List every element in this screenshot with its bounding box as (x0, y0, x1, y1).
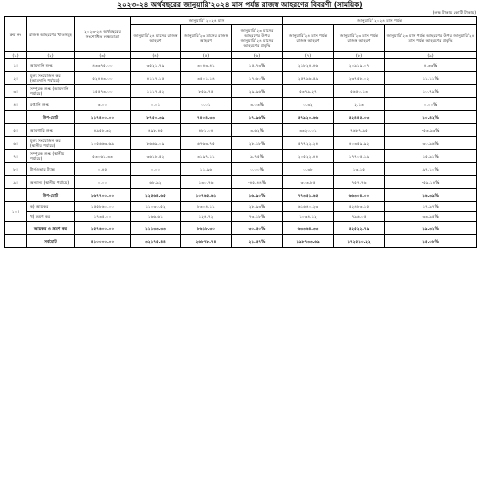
row-sl: ২। (5, 72, 27, 85)
row-value: ৫৭৯২০.৬৬ (283, 111, 334, 124)
row-value: ১৫৫৭৩.০০ (75, 85, 131, 98)
row-value: ৩১৯৭.১১ (181, 150, 232, 163)
row-value: ৯.৭৫% (232, 150, 283, 163)
row-value: ১৭.৯৬% (232, 111, 283, 124)
row-value: ১৩০.৭৬ (181, 176, 232, 189)
row-value: ১১৭৪০০.০০ (75, 111, 131, 124)
row-value: ৭৯৬.০৫ (334, 212, 385, 222)
row-value: ৩৫২১.৭৯ (131, 59, 181, 72)
header-target: ২০২৩-২৪ অর্থবছরের সংশোধিত লক্ষ্যমাত্রা (75, 17, 131, 52)
row-value: ১৬.৩৯% (385, 189, 477, 202)
row-value: ১০৩৪.১২ (283, 212, 334, 222)
row-value: ৮৬১৮.৩০ (181, 222, 232, 235)
row-value: ৪১১৭.১৫ (131, 72, 181, 85)
row-name: টার্নওভার ট্যাক্স (27, 163, 75, 176)
row-value: ৫২৪৪৩.০০ (75, 72, 131, 85)
row-name: উপ-মোট (27, 111, 75, 124)
table-row (5, 189, 477, 202)
row-value: ১৭২৫১০.২২ (334, 235, 385, 248)
row-value: ৩৩.৯৫% (385, 212, 477, 222)
row-value: ১৭.৯৭% (385, 202, 477, 212)
row-value: ৪৮১.০৪ (181, 124, 232, 137)
row-value: ০.০১ (181, 98, 232, 111)
row-sl (5, 222, 27, 235)
row-value: -৫৩.৯৩% (385, 124, 477, 137)
table-row (5, 98, 477, 111)
row-value: ৯৭.১০% (385, 163, 477, 176)
row-value: ৪৯৮.৪৫ (131, 124, 181, 137)
row-name: মূল্য সংযোজন কর (আমদানি পর্যায়ে) (27, 72, 75, 85)
report-title: ২০২৩-২৪ অর্থবছরের জানুয়ারি'২০২৪ মাস পর্যন্ত রাজস্ব আহরণের বিবরণী (সাময়িক) (117, 0, 363, 9)
row-name: আয়কর ও ভ্রমণ কর (27, 222, 75, 235)
row-sl: ৫। (5, 124, 27, 137)
index-cell: (৪) (131, 52, 181, 59)
row-name: আমদানি শুল্ক (27, 59, 75, 72)
row-value: ৮৭৫০.৩৯ (131, 111, 181, 124)
row-value: ৬৭৬৩.৭৫ (181, 137, 232, 150)
row-name: সর্বমোট (27, 235, 75, 248)
row-sl: ৬। (5, 137, 27, 150)
index-cell: (৮) (334, 52, 385, 59)
row-value: ৭৬৮৭.৯৫ (334, 124, 385, 137)
row-value: ৫৩০৬১.৩৩ (75, 150, 131, 163)
row-value: ০.৩৮ (283, 163, 334, 176)
row-value: ১০৭৬৫.৬১ (181, 189, 232, 202)
row-value: ২৮.১৮% (232, 137, 283, 150)
row-value: ১৩.১৫ (334, 163, 385, 176)
row-value: ১৭৭০৫.১৯ (334, 150, 385, 163)
row-value: ১১.১১% (385, 72, 477, 85)
row-sl: ৪। (5, 98, 27, 111)
index-cell: (২) (27, 52, 75, 59)
header-group-cumulative: জানুয়ারি' ২০২৪ মাস পর্যন্ত (283, 17, 477, 25)
row-value: ২৯.৯৬% (232, 85, 283, 98)
header-group-month: জানুয়ারি' ২০২৪ মাস (131, 17, 283, 25)
revenue-table (4, 16, 477, 248)
unit-note: (লক্ষ টাকায় কোটি টাকায়) (432, 10, 476, 15)
row-value: ১৯৮৭৩৩.৬৯ (283, 235, 334, 248)
row-value: ১০.৪২% (385, 111, 477, 124)
row-value: ২৮.৯৩% (232, 202, 283, 212)
row-value: ১১১৭.৫২ (131, 85, 181, 98)
row-value: ২০৯১৯.০৭ (334, 59, 385, 72)
table-row (5, 137, 477, 150)
header-c3: জানুয়ারি'২৩ মাসের আহরণের উপর জানুয়ারি'২৪ মাসের আহরণের প্রবৃদ্ধি (232, 25, 283, 52)
row-value: ০.০০% (385, 98, 477, 111)
row-sl: ৩। (5, 85, 27, 98)
row-value: ৮৬৬৯.০৯ (131, 137, 181, 150)
row-name: উপ-মোট (27, 189, 75, 202)
row-value: ০.০০ (75, 176, 131, 189)
row-value: -৪৫.৪৪% (232, 176, 283, 189)
row-value: ১৬৭৭০০.০০ (75, 189, 131, 202)
row-value: ০.০০ (131, 163, 181, 176)
row-value: ১০৫৬৬৩.৬৯ (75, 137, 131, 150)
row-value: ১৫৫৮৬০.০০ (75, 202, 131, 212)
row-value: ১১১৩৩.৩৩ (131, 222, 181, 235)
header-sl: ক্রম নং (5, 17, 27, 52)
row-value: -৫৯.১৪% (385, 176, 477, 189)
table-row (5, 72, 477, 85)
row-value: ৩৬১৮.৫২ (131, 150, 181, 163)
row-sl: ১। (5, 59, 27, 72)
table-body (5, 59, 477, 248)
row-value: ৮৫৯.৭৫ (181, 85, 232, 98)
row-value: ৫৭৭২২.২৪ (283, 137, 334, 150)
row-value: ৪০৩৫৯.৯২ (334, 137, 385, 150)
table-row (5, 202, 477, 212)
row-value: ১২৫৬৪.৬৫ (131, 189, 181, 202)
row-value: ৩৫০১.১৪ (181, 72, 232, 85)
row-value: ৩২১৭৫.৪৪ (131, 235, 181, 248)
row-value: ৬৬৩০৪.০০ (334, 189, 385, 202)
row-value: ৩০৪৩.৪১ (181, 59, 232, 72)
row-value: ৫২৪৮৩.১৫ (334, 202, 385, 212)
row-value: ৪১০০০০.০০ (75, 235, 131, 248)
row-value: ২৩৭৫৮.০২ (334, 72, 385, 85)
row-value: ৬১৬৪০.২৩ (283, 202, 334, 212)
row-value: ১৫৭৬০০.০০ (75, 222, 131, 235)
row-value: ৬৮.৯২ (131, 176, 181, 189)
row-name: অন্যান্য (স্থানীয় পর্যায়ে) (27, 176, 75, 189)
index-cell: (৫) (181, 52, 232, 59)
row-value: ২০৫২২.৪৪ (283, 150, 334, 163)
table-row (5, 124, 477, 137)
row-value: ১৭৩৫.০০ (75, 212, 131, 222)
row-value: ০.৪৫ (75, 163, 131, 176)
row-name: রপ্তানি শুল্ক (27, 98, 75, 111)
header-c5: জানুয়ারি'২৩ মাস পর্যন্ত রাজস্ব আহরণ (334, 25, 385, 52)
row-value: ৩৩২০.০১ (283, 124, 334, 137)
row-value: ২৫৭৯৬.৫৯ (283, 72, 334, 85)
index-cell: (৯) (385, 52, 477, 59)
table-row (5, 212, 477, 222)
row-value: ১১০৩০.৫২ (131, 202, 181, 212)
row-value: ০.০১ (131, 98, 181, 111)
row-value: ৫৬৫০.১৩ (334, 85, 385, 98)
index-cell: (৬) (232, 52, 283, 59)
row-value: ১৫.৭৩% (232, 59, 283, 72)
table-row (5, 235, 477, 248)
row-value: ১০.৭৯% (385, 85, 477, 98)
row-sl: ১০। (5, 202, 27, 222)
row-value: ৪.৩৩% (385, 59, 477, 72)
row-value: ৫২৫২২.৭৯ (334, 222, 385, 235)
row-sl: ৯। (5, 176, 27, 189)
table-row (5, 59, 477, 72)
row-value: ২.১৩ (334, 98, 385, 111)
row-name: ক) আয়কর (27, 202, 75, 212)
row-value: ৩.০০ (75, 98, 131, 111)
row-value: ৪৩৩৭৫.০০ (75, 59, 131, 72)
row-value: ৮৩০৪.১১ (181, 202, 232, 212)
row-name: মূল্য সংযোজন কর (স্থানীয় পর্যায়ে) (27, 137, 75, 150)
table-row (5, 150, 477, 163)
row-name: সম্পূরক শুল্ক (আমদানি পর্যায়ে) (27, 85, 75, 98)
row-value: ২৬৮৭৮.৭৪ (181, 235, 232, 248)
table-row (5, 222, 477, 235)
row-value: ৪৯৫৮.৩২ (75, 124, 131, 137)
row-value: ১১.৯৬ (181, 163, 232, 176)
row-value: ৩০৩.৮৫ (283, 176, 334, 189)
table-row (5, 163, 477, 176)
header-source: রাজস্ব আহরণের খাতসমূহ (27, 17, 75, 52)
row-value: ৩০.৯৬% (385, 137, 477, 150)
table-row (5, 176, 477, 189)
row-value: ০.০০% (232, 163, 283, 176)
row-name: খ) ভ্রমণ কর (27, 212, 75, 222)
row-value: ৩০.৫০% (232, 222, 283, 235)
header-c6: জানুয়ারি'২৩ মাস পর্যন্ত আহরণের উপর জানুয়ারি'২৪ মাস পর্যন্ত আহরণের প্রবৃদ্ধি (385, 25, 477, 52)
row-value: ৫২৪৪৫.০৩ (334, 111, 385, 124)
index-cell: (৭) (283, 52, 334, 59)
index-cell: (১) (5, 52, 27, 59)
row-value: ৭৭৩৫১.৬৫ (283, 189, 334, 202)
row-sl (5, 111, 27, 124)
row-sl (5, 235, 27, 248)
row-value: ১৬.৯০% (232, 189, 283, 202)
row-value: ৫৩৭৯.২৭ (283, 85, 334, 98)
row-value: ৭৩.১৮% (232, 212, 283, 222)
row-value: ২১.৫৭% (232, 235, 283, 248)
header-c4: জানুয়ারি'২৪ মাস পর্যন্ত রাজস্ব আহরণ (283, 25, 334, 52)
header-c1: জানুয়ারি'২৪ মাসের রাজস্ব আহরণ (131, 25, 181, 52)
row-value: ২১৮২৪.৪৬ (283, 59, 334, 72)
row-value: ৩.০৩% (232, 98, 283, 111)
row-value: ১৯.৩১% (385, 222, 477, 235)
table-row (5, 85, 477, 98)
row-value: ৬৩৩৬৪.৩৩ (283, 222, 334, 235)
table-row (5, 111, 477, 124)
row-value: ৭৫৭.৭৬ (334, 176, 385, 189)
row-name: আবগারি শুল্ক (27, 124, 75, 137)
row-value: ১৬৬.৬১ (131, 212, 181, 222)
row-value: ১৫.৯১% (385, 150, 477, 163)
index-cell: (৩) (75, 52, 131, 59)
header-c2: জানুয়ারি'২৩ মাসের রাজস্ব আহরণ (181, 25, 232, 52)
row-sl (5, 189, 27, 202)
row-value: ১২৪.৭২ (181, 212, 232, 222)
row-value: ৭৪০৪.৩৩ (181, 111, 232, 124)
row-value: ১৭.৬০% (232, 72, 283, 85)
row-name: সম্পূরক শুল্ক (স্থানীয় পর্যায়ে) (27, 150, 75, 163)
row-sl: ৮। (5, 163, 27, 176)
row-value: ০.৩২ (283, 98, 334, 111)
row-value: ১৫.০৮% (385, 235, 477, 248)
row-sl: ৭। (5, 150, 27, 163)
row-value: ৩.৬২% (232, 124, 283, 137)
